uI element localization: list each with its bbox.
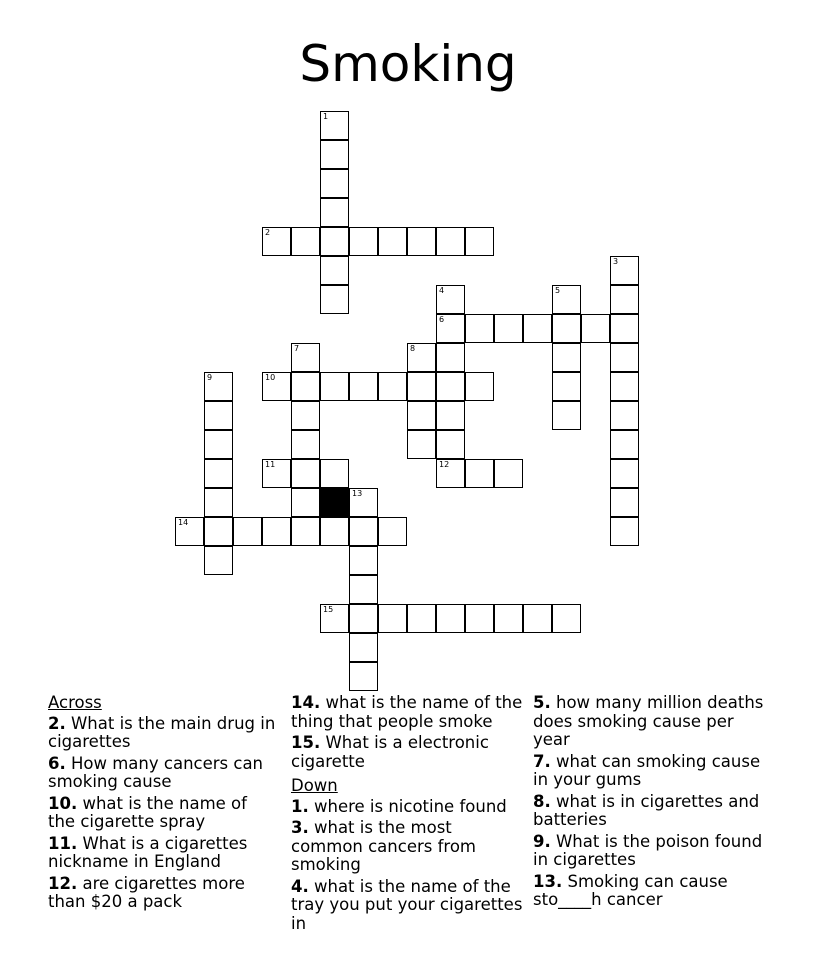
- grid-cell[interactable]: [349, 546, 378, 575]
- grid-cell[interactable]: [610, 285, 639, 314]
- grid-cell-8[interactable]: [407, 343, 436, 372]
- grid-cell[interactable]: [320, 459, 349, 488]
- grid-cell[interactable]: [291, 430, 320, 459]
- across-heading: Across: [48, 693, 102, 712]
- grid-cell[interactable]: [291, 401, 320, 430]
- grid-cell[interactable]: [436, 604, 465, 633]
- grid-cell[interactable]: [465, 227, 494, 256]
- grid-cell[interactable]: [291, 227, 320, 256]
- grid-cell-13[interactable]: [349, 488, 378, 517]
- grid-cell[interactable]: [320, 169, 349, 198]
- grid-cell[interactable]: [204, 401, 233, 430]
- grid-cell[interactable]: [610, 459, 639, 488]
- puzzle-title: Smoking: [299, 35, 517, 93]
- grid-cell-2[interactable]: [262, 227, 291, 256]
- grid-cell[interactable]: [494, 459, 523, 488]
- clue-down-4: 4. what is the name of the tray you put your cigarettes in: [291, 876, 523, 933]
- clues-column-1: [48, 694, 278, 915]
- grid-cell[interactable]: [407, 372, 436, 401]
- grid-cell[interactable]: [465, 459, 494, 488]
- grid-cell-3[interactable]: [610, 256, 639, 285]
- grid-cell[interactable]: [407, 227, 436, 256]
- grid-cell[interactable]: [523, 604, 552, 633]
- grid-cell[interactable]: [291, 372, 320, 401]
- grid-cell[interactable]: [436, 372, 465, 401]
- cell-number: 3: [613, 257, 619, 266]
- clue-down-5: 5. how many million deaths does smoking cause per year: [533, 693, 764, 749]
- grid-cell[interactable]: [610, 343, 639, 372]
- cell-number: 11: [265, 460, 276, 469]
- cell-number: 1: [323, 112, 329, 121]
- down-heading: Down: [291, 776, 338, 795]
- grid-cell[interactable]: [349, 372, 378, 401]
- cell-number: 8: [410, 344, 416, 353]
- grid-cell[interactable]: [552, 401, 581, 430]
- grid-cell[interactable]: [349, 575, 378, 604]
- cell-number: 7: [294, 344, 300, 353]
- clue-down-9: 9. What is the poison found in cigarettes: [533, 831, 763, 869]
- cell-number: 14: [178, 518, 189, 527]
- grid-cell[interactable]: [378, 372, 407, 401]
- clue-across-6: 6. How many cancers can smoking cause: [48, 753, 264, 791]
- grid-cell[interactable]: [291, 488, 320, 517]
- grid-cell[interactable]: [494, 314, 523, 343]
- grid-cell[interactable]: [349, 604, 378, 633]
- clue-across-14: 14. what is the name of the thing that people smoke: [291, 693, 523, 731]
- grid-cell[interactable]: [552, 314, 581, 343]
- grid-cell[interactable]: [233, 517, 262, 546]
- grid-cell[interactable]: [320, 198, 349, 227]
- grid-cell[interactable]: [204, 430, 233, 459]
- grid-cell[interactable]: [407, 604, 436, 633]
- grid-cell[interactable]: [494, 604, 523, 633]
- grid-cell[interactable]: [610, 488, 639, 517]
- clues-column-2: [291, 694, 527, 936]
- cell-number: 2: [265, 228, 271, 237]
- grid-cell[interactable]: [436, 430, 465, 459]
- grid-cell[interactable]: [465, 604, 494, 633]
- cell-number: 12: [439, 460, 450, 469]
- grid-cell[interactable]: [204, 546, 233, 575]
- grid-cell[interactable]: [378, 227, 407, 256]
- cell-number: 15: [323, 605, 334, 614]
- cell-number: 9: [207, 373, 213, 382]
- grid-cell[interactable]: [291, 517, 320, 546]
- grid-cell[interactable]: [610, 314, 639, 343]
- clue-down-8: 8. what is in cigarettes and batteries: [533, 791, 760, 829]
- clues-column-3: [533, 694, 773, 913]
- grid-cell-4[interactable]: [436, 285, 465, 314]
- clue-across-10: 10. what is the name of the cigarette spray: [48, 793, 247, 831]
- grid-cell[interactable]: [349, 633, 378, 662]
- grid-cell-6[interactable]: [436, 314, 465, 343]
- clue-across-2: 2. What is the main drug in cigarettes: [48, 713, 276, 751]
- grid-cell[interactable]: [407, 430, 436, 459]
- cell-number: 4: [439, 286, 445, 295]
- cell-number: 13: [352, 489, 363, 498]
- grid-cell[interactable]: [552, 343, 581, 372]
- grid-cell[interactable]: [349, 662, 378, 691]
- clue-down-3: 3. what is the most common cancers from smoking: [291, 818, 476, 874]
- clue-down-13: 13. Smoking can cause sto____h cancer: [533, 871, 728, 909]
- grid-cell[interactable]: [552, 372, 581, 401]
- clue-across-11: 11. What is a cigarettes nickname in England: [48, 833, 248, 871]
- grid-cell[interactable]: [204, 517, 233, 546]
- grid-cell[interactable]: [436, 227, 465, 256]
- grid-cell-11[interactable]: [262, 459, 291, 488]
- cell-number: 6: [439, 315, 445, 324]
- grid-cell-7[interactable]: [291, 343, 320, 372]
- grid-cell[interactable]: [610, 372, 639, 401]
- grid-cell[interactable]: [581, 314, 610, 343]
- grid-cell[interactable]: [320, 517, 349, 546]
- grid-cell[interactable]: [378, 604, 407, 633]
- grid-cell[interactable]: [320, 227, 349, 256]
- cell-number: 10: [265, 373, 276, 382]
- grid-cell[interactable]: [436, 401, 465, 430]
- clue-down-7: 7. what can smoking cause in your gums: [533, 751, 761, 789]
- grid-cell-10[interactable]: [262, 372, 291, 401]
- grid-cell[interactable]: [320, 372, 349, 401]
- grid-cell-12[interactable]: [436, 459, 465, 488]
- clue-across-15: 15. What is a electronic cigarette: [291, 733, 489, 771]
- grid-cell-9[interactable]: [204, 372, 233, 401]
- grid-cell[interactable]: [523, 314, 552, 343]
- grid-cell[interactable]: [320, 140, 349, 169]
- grid-cell-14[interactable]: [175, 517, 204, 546]
- grid-cell[interactable]: [552, 604, 581, 633]
- grid-cell[interactable]: [262, 517, 291, 546]
- grid-cell[interactable]: [465, 372, 494, 401]
- grid-cell[interactable]: [349, 227, 378, 256]
- grid-cell-15[interactable]: [320, 604, 349, 633]
- grid-block: [320, 488, 349, 517]
- grid-cell[interactable]: [349, 517, 378, 546]
- grid-cell-1[interactable]: [320, 111, 349, 140]
- grid-cell[interactable]: [291, 459, 320, 488]
- clue-down-1: 1. where is nicotine found: [291, 796, 507, 816]
- grid-cell[interactable]: [320, 285, 349, 314]
- clue-across-12: 12. are cigarettes more than $20 a pack: [48, 873, 245, 911]
- grid-cell[interactable]: [436, 343, 465, 372]
- grid-cell[interactable]: [320, 256, 349, 285]
- grid-cell[interactable]: [465, 314, 494, 343]
- grid-cell[interactable]: [610, 401, 639, 430]
- grid-cell[interactable]: [610, 430, 639, 459]
- grid-cell-5[interactable]: [552, 285, 581, 314]
- grid-cell[interactable]: [204, 488, 233, 517]
- grid-cell[interactable]: [610, 517, 639, 546]
- grid-cell[interactable]: [378, 517, 407, 546]
- cell-number: 5: [555, 286, 561, 295]
- grid-cell[interactable]: [407, 401, 436, 430]
- grid-cell[interactable]: [204, 459, 233, 488]
